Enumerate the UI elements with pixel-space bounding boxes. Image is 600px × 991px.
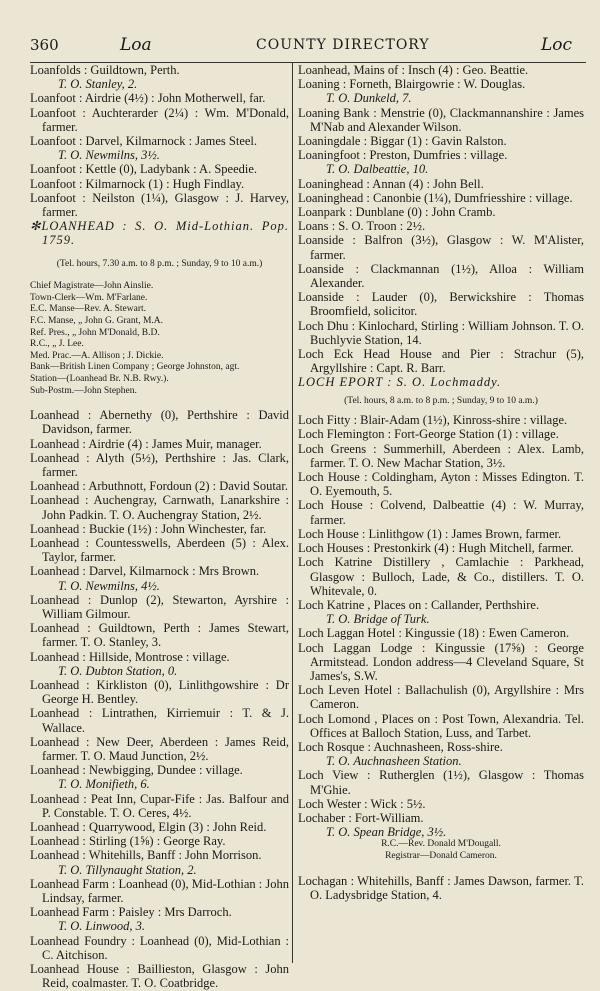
directory-entry xyxy=(30,678,289,706)
entry-text: : Newbigging, Dundee : village. xyxy=(79,763,243,778)
entry-text: : Auchengray, Carnwath, Lanarkshire : John Padkin. T. O. Auchengray Station, 2½. xyxy=(42,493,289,522)
right-middle-entries xyxy=(298,413,584,839)
directory-entry xyxy=(298,347,584,375)
entry-text: : Clackmannan (1½), Alloa : William Alexander. xyxy=(310,261,584,291)
entry-text: : Stirling (1⅝) : George Ray. xyxy=(79,834,226,849)
directory-entry xyxy=(298,470,584,498)
entry-name: Loanfoot xyxy=(30,176,76,191)
entry-post-town: T. O. Newmilns, 4½. xyxy=(58,578,160,593)
entry-name: Loanfoot xyxy=(30,91,76,106)
entry-name: Loch Laggan Hotel xyxy=(298,626,396,641)
entry-name: Loanhead xyxy=(30,791,80,806)
entry-text: : Dunlop (2), Stewarton, Ayrshire : William Gilmour. xyxy=(42,592,289,622)
entry-text: : Loanhead (0), Mid-Lothian : John Lindsay, farmer. xyxy=(42,876,289,906)
entry-post-town: T. O. Dubton Station, 0. xyxy=(58,663,178,678)
entry-text: : Kinlochard, Stirling : William Johnson. T. O. Buchlyvie Station, 14. xyxy=(310,318,584,347)
entry-name: Loch Katrine Distillery xyxy=(298,555,431,570)
note-line: Registrar—Donald Cameron. xyxy=(385,850,497,861)
entry-text: : Insch (4) : Geo. Beattie. xyxy=(398,63,529,77)
directory-entry xyxy=(298,233,584,261)
entry-name: Loaning Bank xyxy=(298,105,370,120)
directory-entry xyxy=(30,493,289,521)
entry-text: : Fort-William. xyxy=(345,810,424,825)
directory-entry xyxy=(30,479,289,493)
entry-post-town: T. O. Tillynaught Station, 2. xyxy=(58,862,197,877)
directory-entry xyxy=(298,106,584,134)
page-title: COUNTY DIRECTORY xyxy=(256,37,430,53)
entry-name: Loanhead xyxy=(30,678,80,693)
directory-entry xyxy=(298,874,584,902)
directory-entry xyxy=(298,77,584,105)
directory-entry xyxy=(30,706,289,734)
entry-text: : Neilston (1¼), Glasgow : J. Harvey, farmer. xyxy=(42,190,289,220)
directory-entry xyxy=(298,413,584,427)
entry-text: , Places on : Post Town, Alexandria. Tel. Offices at Balloch Station, Luss, and Tarbet. xyxy=(310,711,584,740)
directory-entry xyxy=(30,437,289,451)
entry-name: Loanhead xyxy=(30,734,80,749)
entry-name: Loanpark xyxy=(298,205,346,220)
directory-entry xyxy=(298,319,584,347)
directory-entry xyxy=(30,522,289,536)
entry-name: Loanhead xyxy=(30,436,80,451)
entry-post-town: T. O. Newmilns, 3½. xyxy=(58,148,160,163)
entry-name: Loch Lomond xyxy=(298,711,371,726)
directory-entry xyxy=(298,219,584,233)
entry-name: Loanhead xyxy=(30,564,80,579)
entry-name: Loanfoot xyxy=(30,190,76,205)
entry-name: Loanhead xyxy=(30,706,80,721)
directory-entry xyxy=(30,177,289,191)
directory-entry xyxy=(30,162,289,176)
entry-name: Loaningdale xyxy=(298,134,361,149)
entry-text: : Wick : 5½. xyxy=(360,796,426,811)
entry-name: Loaning xyxy=(298,77,340,92)
entry-name: Lochagan xyxy=(298,873,348,888)
right-column xyxy=(298,63,584,902)
entry-name: Loanhead House xyxy=(30,962,119,977)
directory-entry xyxy=(30,962,289,990)
directory-entry xyxy=(298,811,584,839)
entry-text: : Rutherglen (1½), Glasgow : Thomas M'Ghie. xyxy=(310,768,584,797)
directory-entry xyxy=(298,427,584,441)
entry-name: Loanhead Farm xyxy=(30,905,109,920)
left-top-entries xyxy=(30,63,289,219)
entry-post-town: T. O. Dunkeld, 7. xyxy=(326,91,412,106)
entry-name: Loch Leven Hotel xyxy=(298,683,393,698)
directory-entry xyxy=(30,191,289,219)
entry-name: Loanhead xyxy=(30,621,80,636)
entry-text: : Darvel, Kilmarnock : James Steel. xyxy=(75,134,258,149)
entry-name: Loch Katrine xyxy=(298,597,365,612)
entry-name: Loanside xyxy=(298,261,344,276)
directory-entry xyxy=(298,527,584,541)
loch-eport-heading: LOCH EPORT : S. O. Lochmaddy. xyxy=(298,375,502,390)
entry-text: : Kirkliston (0), Linlithgowshire : Dr George H. Bentley. xyxy=(42,678,289,707)
entry-text: : Guildtown, Perth : James Stewart, farmer. T. O. Stanley, 3. xyxy=(42,621,289,650)
entry-name: Loanhead xyxy=(30,479,80,494)
directory-entry xyxy=(30,134,289,162)
entry-name: Loch View xyxy=(298,768,359,783)
directory-entry xyxy=(298,262,584,290)
entry-text: : Lintrathen, Kirriemuir : T. & J. Wallace. xyxy=(42,706,289,735)
entry-text: : Summerhill, Aberdeen : Alex. Lamb, farmer. T. O. New Machar Station, 3½. xyxy=(310,441,584,470)
entry-name: Loanhead, Mains of xyxy=(298,63,399,77)
entry-text: : Fort-George Station (1) : village. xyxy=(384,427,559,442)
entry-text: : Colvend, Dalbeattie (4) : W. Murray, farmer. xyxy=(310,498,585,527)
official-line: Ref. Pres., „ John M'Donald, B.D. xyxy=(30,327,160,338)
right-bottom-entries xyxy=(298,874,584,902)
directory-entry xyxy=(30,820,289,834)
directory-entry xyxy=(30,934,289,962)
entry-text: : Kingussie (17⅝) : George Armitstead. London address—4 Cleveland Square, St James's, S.W. xyxy=(310,640,584,683)
entry-name: Loch Dhu xyxy=(298,318,349,333)
right-top-entries xyxy=(298,63,584,375)
directory-entry xyxy=(30,621,289,649)
directory-entry xyxy=(298,641,584,684)
entry-name: Loanhead xyxy=(30,834,80,849)
directory-entry xyxy=(30,905,289,933)
directory-entry xyxy=(298,768,584,796)
directory-entry xyxy=(298,63,584,77)
entry-name: Loanfoot xyxy=(30,162,76,177)
entry-text: : Preston, Dumfries : village. xyxy=(359,148,508,163)
entry-text: : Arbuthnott, Fordoun (2) : David Soutar. xyxy=(79,479,288,494)
entry-text: : Kingussie (18) : Ewen Cameron. xyxy=(395,626,570,641)
entry-text: : New Deer, Aberdeen : James Reid, farmer. T. O. Maud Junction, 2½. xyxy=(42,734,289,764)
entry-text: : Linlithgow (1) : James Brown, farmer. xyxy=(358,526,562,541)
entry-text: : Peat Inn, Cupar-Fife : Jas. Balfour and P. Constable. T. O. Ceres, 4½. xyxy=(42,791,289,820)
loanhead-tel-hours: (Tel. hours, 7.30 a.m. to 8 p.m. ; Sunday, 9 to 10 a.m.) xyxy=(56,258,263,269)
entry-name: Loanside xyxy=(298,290,344,305)
page-header xyxy=(30,36,586,56)
directory-entry xyxy=(30,593,289,621)
entry-post-town: T. O. Auchnasheen Station. xyxy=(326,754,462,769)
entry-text: : Auchterarder (2¼) : Wm. M'Donald, farmer. xyxy=(42,105,289,134)
directory-entry xyxy=(298,442,584,470)
entry-text: : Forneth, Blairgowrie : W. Douglas. xyxy=(339,77,526,92)
official-line: Bank—British Linen Company ; George Johnston, agt. xyxy=(30,362,240,373)
official-line: Station—(Loanhead Br. N.B. Rwy.). xyxy=(30,373,169,384)
note-line: R.C.—Rev. Donald M'Dougall. xyxy=(381,839,501,850)
loch-eport-tel-hours: (Tel. hours, 8 a.m. to 8 p.m. ; Sunday, 9 to 10 a.m.) xyxy=(344,395,538,406)
entry-post-town: T. O. Monifieth, 6. xyxy=(58,777,150,792)
entry-name: Loanhead xyxy=(30,521,80,536)
entry-text: : Baillieston, Glasgow : John Reid, coalmaster. T. O. Coatbridge. xyxy=(42,962,289,991)
entry-text: : Ballachulish (0), Argyllshire : Mrs Cameron. xyxy=(310,683,585,712)
directory-entry xyxy=(30,408,289,436)
directory-entry xyxy=(30,834,289,848)
entry-name: Loch Houses xyxy=(298,541,364,556)
entry-name: Loch House xyxy=(298,498,363,513)
directory-entry xyxy=(298,177,584,191)
directory-entry xyxy=(298,148,584,176)
entry-text: : Lauder (0), Berwickshire : Thomas Broomfield, solicitor. xyxy=(310,290,584,319)
entry-post-town: T. O. Linwood, 3. xyxy=(58,919,145,934)
entry-text: : Balfron (3½), Glasgow : W. M'Alister, farmer. xyxy=(310,233,584,262)
page-number: 360 xyxy=(30,36,59,54)
entry-text: : Paisley : Mrs Darroch. xyxy=(108,905,232,920)
entry-text: : Quarrywood, Elgin (3) : John Reid. xyxy=(79,820,267,835)
directory-entry xyxy=(298,290,584,318)
entry-text: : Biggar (1) : Gavin Ralston. xyxy=(360,134,507,149)
entry-text: : Whitehills, Banff : John Morrison. xyxy=(79,848,262,863)
left-column xyxy=(30,63,289,991)
entry-text: : Menstrie (0), Clackmannanshire : James M'Nab and Alexander Wilson. xyxy=(310,105,584,134)
entry-name: Loch House xyxy=(298,470,360,485)
entry-name: Loanhead xyxy=(30,649,80,664)
entry-text: : Prestonkirk (4) : Hugh Mitchell, farmer. xyxy=(363,541,574,556)
entry-name: Loanhead xyxy=(30,493,80,508)
entry-name: Loaninghead xyxy=(298,190,364,205)
entry-text: , Places on : Callander, Perthshire. xyxy=(364,597,540,612)
directory-entry xyxy=(30,564,289,592)
entry-text: : Coldingham, Ayton : Misses Edington. T. O. Eyemouth, 5. xyxy=(310,470,584,499)
entry-post-town: T. O. Stanley, 2. xyxy=(58,77,138,92)
entry-text: : Guildtown, Perth. xyxy=(80,63,180,77)
entry-name: Loch Eck Head House and Pier xyxy=(298,347,491,362)
entry-name: Loanfoot xyxy=(30,105,76,120)
entry-name: Loanhead Foundry xyxy=(30,933,127,948)
directory-entry xyxy=(298,498,584,526)
entry-name: Loanhead xyxy=(30,592,80,607)
directory-entry xyxy=(298,134,584,148)
directory-entry xyxy=(30,763,289,791)
entry-text: : Whitehills, Banff : James Dawson, farmer. T. O. Ladysbridge Station, 4. xyxy=(310,873,584,902)
loanhead-officials xyxy=(30,281,289,397)
entry-name: Loanhead xyxy=(30,763,80,778)
entry-text: : Abernethy (0), Perthshire : David Davidson, farmer. xyxy=(42,408,289,437)
entry-name: Loch Wester xyxy=(298,796,361,811)
entry-name: Loanhead Farm xyxy=(30,876,109,891)
left-bottom-entries xyxy=(30,408,289,990)
official-line: Town-Clerk—Wm. M'Farlane. xyxy=(30,292,148,303)
entry-name: Loanhead xyxy=(30,408,80,423)
directory-entry xyxy=(30,91,289,105)
entry-name: Loch Flemington xyxy=(298,427,385,442)
entry-name: Loaningfoot xyxy=(298,148,360,163)
directory-entry xyxy=(298,191,584,205)
entry-post-town: T. O. Bridge of Turk. xyxy=(326,612,430,627)
entry-text: : Blair-Adam (1½), Kinross-shire : village. xyxy=(350,413,568,428)
directory-entry xyxy=(30,63,289,91)
header-left-word: Loa xyxy=(120,35,152,55)
entry-name: Loanhead xyxy=(30,820,80,835)
directory-entry xyxy=(30,877,289,905)
official-line: F.C. Manse, „ John G. Grant, M.A. xyxy=(30,316,164,327)
entry-text: : Alyth (5½), Perthshire : Jas. Clark, farmer. xyxy=(42,450,289,479)
entry-name: Loanhead xyxy=(30,848,80,863)
directory-entry xyxy=(30,735,289,763)
entry-name: Loanfolds xyxy=(30,63,81,77)
entry-text: : Annan (4) : John Bell. xyxy=(363,176,484,191)
directory-entry xyxy=(298,541,584,555)
entry-text: : Countesswells, Aberdeen (5) : Alex. Taylor, farmer. xyxy=(42,536,289,565)
entry-text: : Canonbie (1¼), Dumfriesshire : village. xyxy=(363,190,573,205)
directory-entry xyxy=(298,555,584,598)
entry-name: Loch Rosque xyxy=(298,739,365,754)
entry-name: Loch Greens xyxy=(298,441,367,456)
directory-entry xyxy=(298,626,584,640)
directory-entry xyxy=(298,683,584,711)
entry-name: Loanside xyxy=(298,233,344,248)
entry-name: Loanfoot xyxy=(30,134,76,149)
directory-entry xyxy=(30,792,289,820)
official-line: Med. Prac.—A. Allison ; J. Dickie. xyxy=(30,350,164,361)
entry-text: : Airdrie (4) : James Muir, manager. xyxy=(79,436,262,451)
entry-name: Loans xyxy=(298,219,329,234)
entry-name: Loch Laggan Lodge xyxy=(298,640,413,655)
directory-entry xyxy=(30,650,289,678)
entry-text: : Buckie (1½) : John Winchester, far. xyxy=(79,521,267,536)
official-line: Chief Magistrate—John Ainslie. xyxy=(30,281,154,292)
loanhead-heading: ✻LOANHEAD : S. O. Mid-Lothian. Pop. 1759. xyxy=(30,219,289,248)
entry-text: : Loanhead (0), Mid-Lothian : C. Aitchison. xyxy=(42,933,289,962)
entry-text: , Camlachie : Parkhead, Glasgow : Bulloch, Lade, & Co., distillers. T. O. Whitevale, 0. xyxy=(310,555,584,598)
directory-entry xyxy=(298,598,584,626)
directory-entry xyxy=(30,106,289,134)
lochaber-notes xyxy=(298,839,584,862)
column-divider xyxy=(292,63,293,963)
directory-entry xyxy=(30,848,289,876)
directory-entry xyxy=(298,205,584,219)
entry-text: : Hillside, Montrose : village. xyxy=(79,649,230,664)
directory-entry xyxy=(298,797,584,811)
official-line: R.C., „ J. Lee. xyxy=(30,339,84,350)
entry-name: Loch Fitty xyxy=(298,413,351,428)
entry-text: : Auchnasheen, Ross-shire. xyxy=(364,739,503,754)
official-line: Sub-Postm.—John Stephen. xyxy=(30,385,137,396)
entry-name: Loch House xyxy=(298,526,359,541)
entry-name: Loanhead xyxy=(30,536,80,550)
entry-name: Loaninghead xyxy=(298,176,364,191)
entry-name: Lochaber xyxy=(298,810,346,825)
entry-text: : S. O. Troon : 2½. xyxy=(328,219,426,234)
entry-text: : Darvel, Kilmarnock : Mrs Brown. xyxy=(79,564,260,579)
entry-text: : Strachur (5), Argyllshire : Capt. R. Barr. xyxy=(310,347,584,376)
directory-entry xyxy=(298,740,584,768)
official-line: E.C. Manse—Rev. A. Stewart. xyxy=(30,304,147,315)
entry-text: : Dunblane (0) : John Cramb. xyxy=(345,205,496,220)
entry-name: Loanhead xyxy=(30,450,80,465)
directory-entry xyxy=(298,712,584,740)
header-right-word: Loc xyxy=(540,35,572,55)
directory-entry xyxy=(30,536,289,564)
entry-text: : Kettle (0), Ladybank : A. Speedie. xyxy=(75,162,258,177)
entry-text: : Airdrie (4½) : John Motherwell, far. xyxy=(75,91,266,106)
directory-entry xyxy=(30,451,289,479)
entry-post-town: T. O. Spean Bridge, 3½. xyxy=(326,825,447,840)
entry-post-town: T. O. Dalbeattie, 10. xyxy=(326,162,429,177)
entry-text: : Kilmarnock (1) : Hugh Findlay. xyxy=(75,176,245,191)
